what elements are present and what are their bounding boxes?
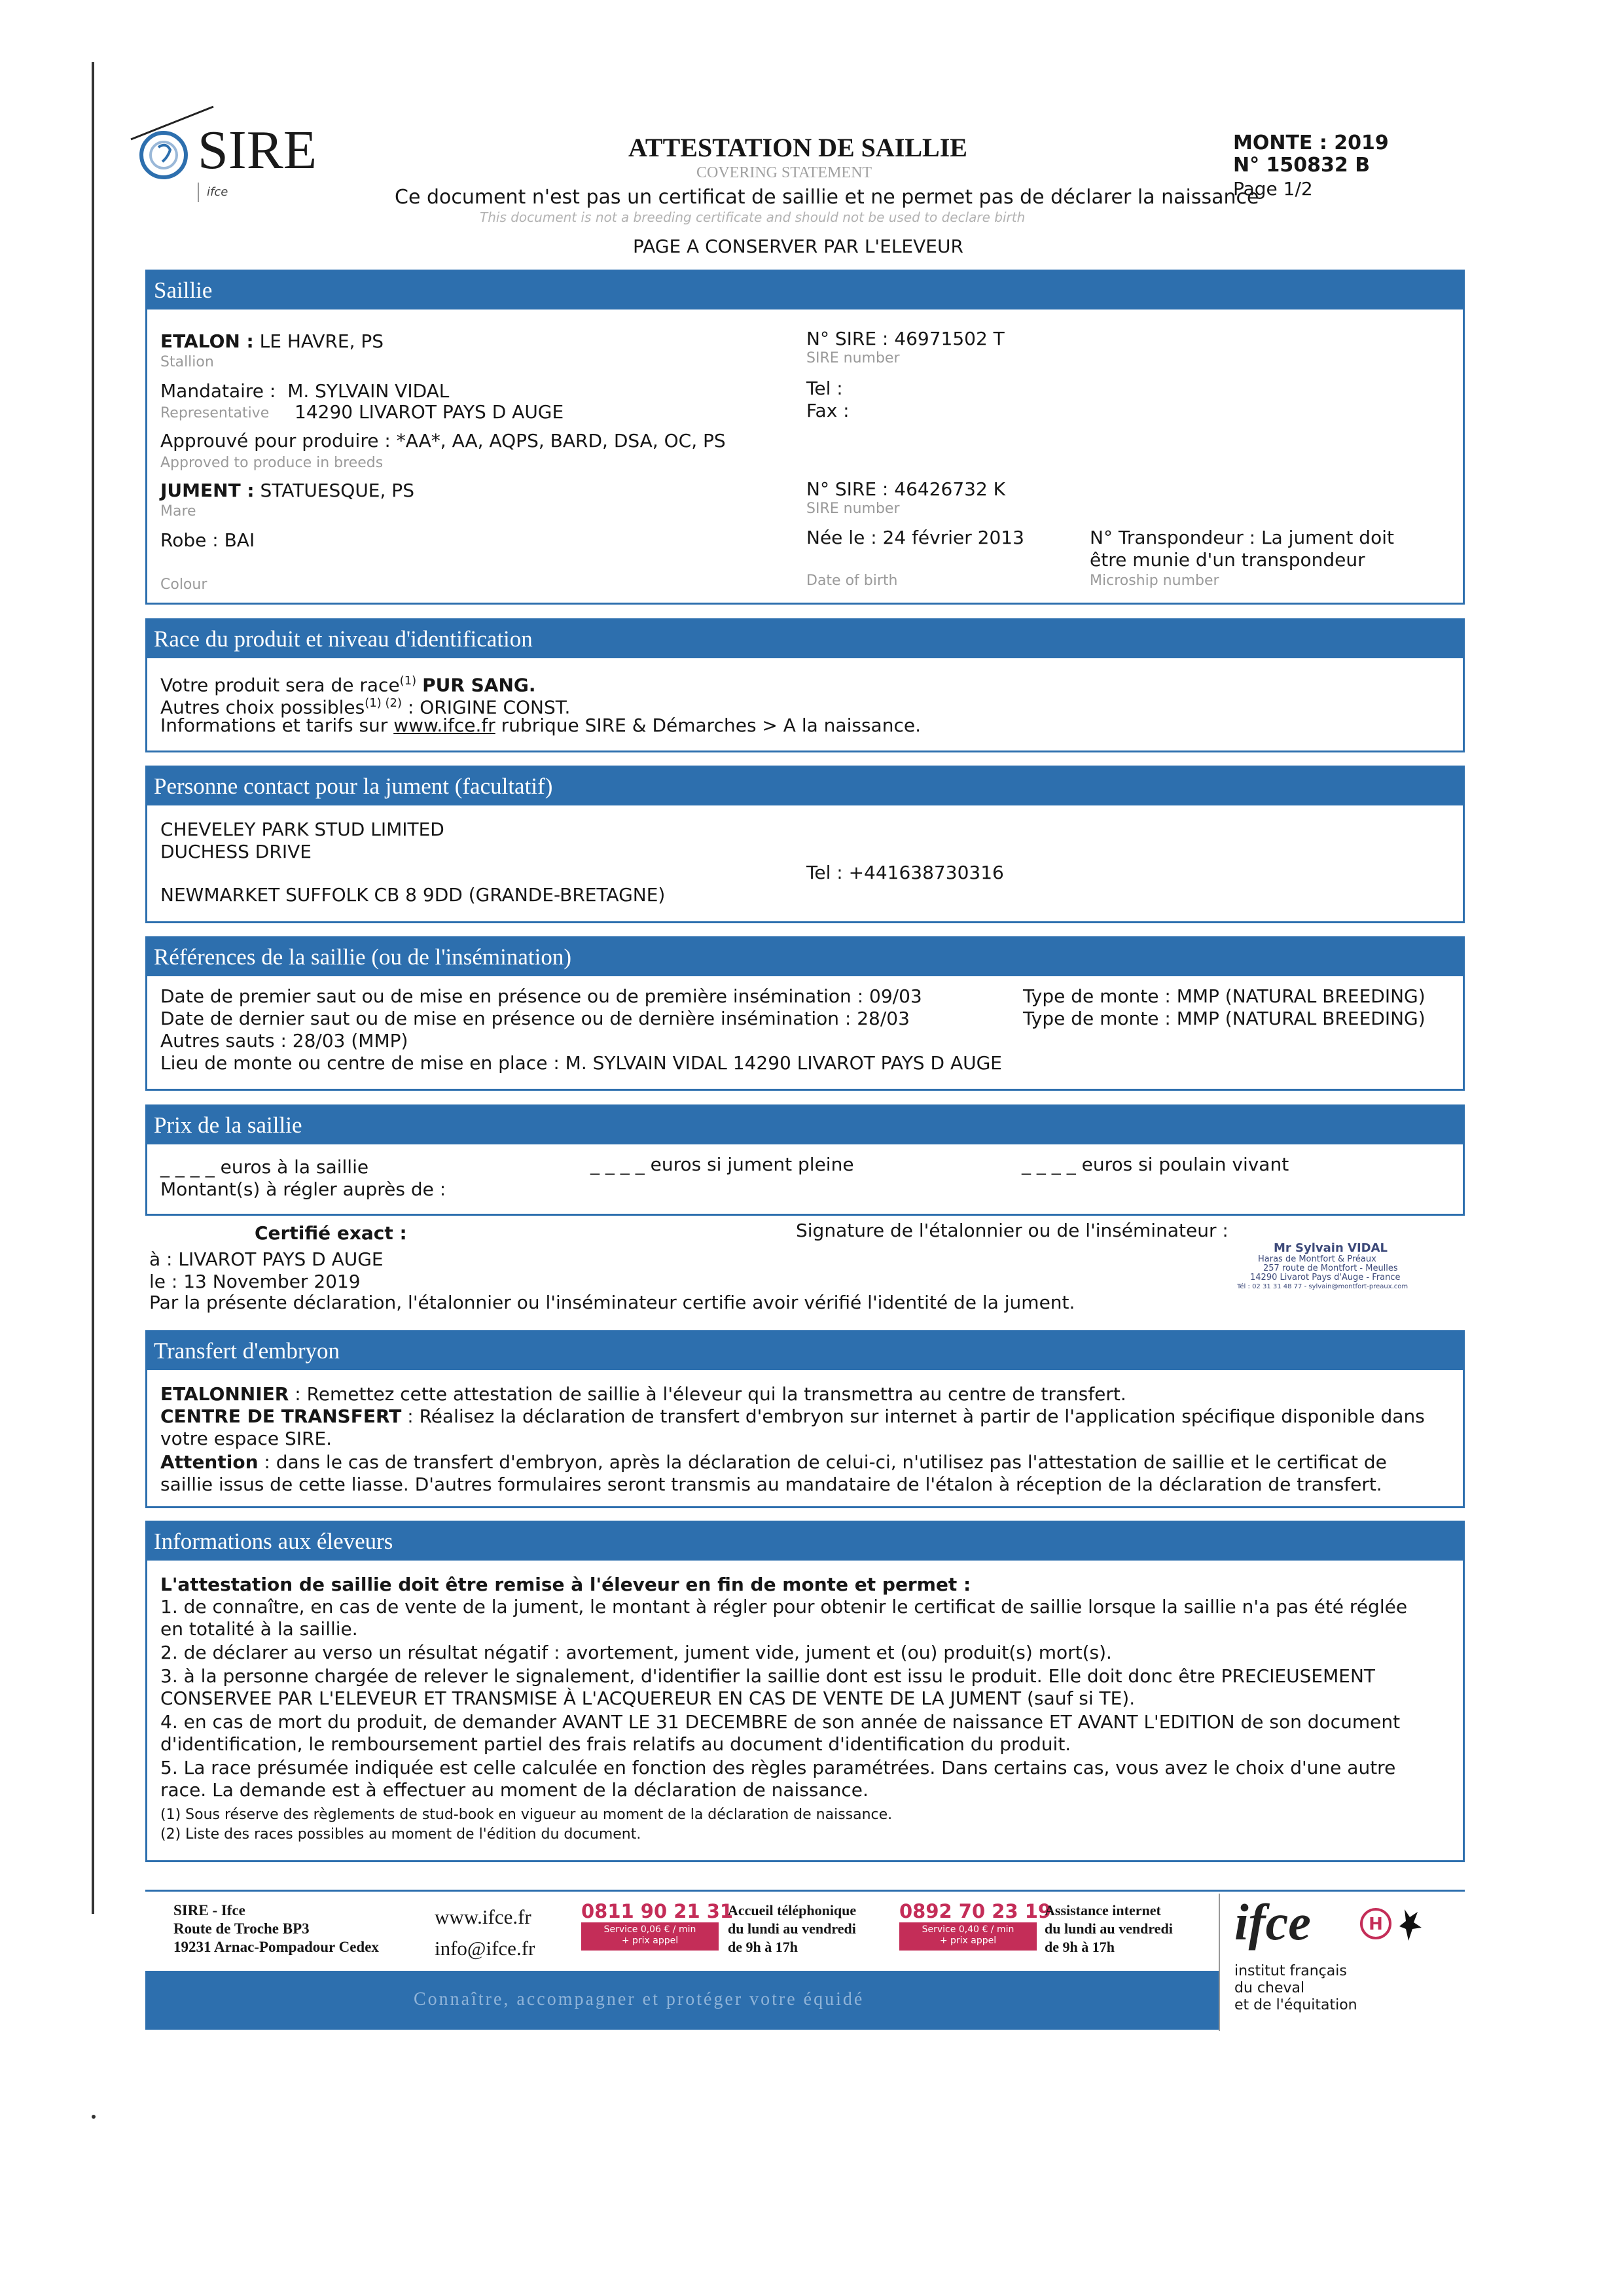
phone2-desc: Assistance internet du lundi au vendredi de 9h à 17h xyxy=(1045,1902,1173,1955)
disclaimer-en: This document is not a breeding certificate and should not be used to declare birth xyxy=(480,209,1026,225)
section-title: Transfert d'embryon xyxy=(147,1332,1463,1370)
prix-poulain: _ _ _ _ euros si poulain vivant xyxy=(1022,1154,1289,1175)
robe-row: Robe : BAI xyxy=(160,529,255,551)
infos-footnote-2: (2) Liste des races possibles au moment de l'édition du document. xyxy=(160,1826,641,1843)
signature-stamp xyxy=(1237,1242,1427,1307)
ifce-logo-sub: ifce xyxy=(207,185,228,199)
stamp-line3: 14290 Livarot Pays d'Auge - France xyxy=(1250,1273,1401,1282)
section-references xyxy=(145,936,1465,1091)
certif-date: le : 13 November 2019 xyxy=(149,1271,361,1292)
phone2-block xyxy=(899,1900,1052,1951)
doc-number: N° 150832 B xyxy=(1233,154,1371,177)
approved-row: Approuvé pour produire : *AA*, AA, AQPS, BARD, DSA, OC, PS xyxy=(160,430,726,451)
infos-line: 2. de déclarer au verso un résultat négatif : avortement, jument vide, jument et (ou) produit(s) mort(s). xyxy=(160,1642,1112,1663)
section-infos xyxy=(145,1521,1465,1862)
nee-row: Née le : 24 février 2013 xyxy=(806,527,1024,548)
jument-row: JUMENT : STATUESQUE, PS xyxy=(160,480,414,501)
infos-lead: L'attestation de saillie doit être remise à l'éleveur en fin de monte et permet : xyxy=(160,1574,971,1595)
jument-sire-value: 46426732 K xyxy=(894,478,1006,500)
jument-sire-en: SIRE number xyxy=(806,501,900,517)
robe-value: BAI xyxy=(224,529,255,551)
section-prix xyxy=(145,1104,1465,1216)
footer-tagline: Connaître, accompagner et protéger votre équidé xyxy=(414,1989,865,2009)
etalon-sire-en: SIRE number xyxy=(806,350,900,366)
nee-value: 24 février 2013 xyxy=(882,527,1024,548)
phone1-number[interactable]: 0811 90 21 31 xyxy=(581,1900,734,1922)
etalon-en: Stallion xyxy=(160,354,214,370)
jument-en: Mare xyxy=(160,503,196,520)
infos-line: 3. à la personne chargée de relever le signalement, d'identifier la saillie dont est issu le produit. Elle doit donc être PRECIEUSEMENT xyxy=(160,1665,1375,1687)
logo-divider xyxy=(198,183,199,202)
footer-org-city: 19231 Arnac-Pompadour Cedex xyxy=(173,1939,379,1955)
section-title: Race du produit et niveau d'identification xyxy=(147,620,1463,658)
footer-org-addr: Route de Troche BP3 xyxy=(173,1920,310,1937)
phone1-price: Service 0,06 € / min + prix appel xyxy=(581,1922,719,1951)
section-title: Personne contact pour la jument (facultatif) xyxy=(147,768,1463,805)
footer-banner xyxy=(145,1971,1219,2030)
stamp-line4: Tél : 02 31 31 48 77 - sylvain@montfort-preaux.com xyxy=(1237,1283,1408,1290)
footer-top-rule xyxy=(145,1890,1465,1892)
svg-text:H: H xyxy=(1369,1915,1383,1934)
mandataire-value: M. SYLVAIN VIDAL xyxy=(287,380,450,402)
approved-en: Approved to produce in breeds xyxy=(160,455,384,471)
certif-a: à : LIVAROT PAYS D AUGE xyxy=(149,1248,384,1270)
infos-line: 5. La race présumée indiquée est celle calculée en fonction des règles paramétrées. Dans certains cas, vous avez le choix d'une autre xyxy=(160,1757,1396,1778)
prix-montant: Montant(s) à régler auprès de : xyxy=(160,1178,446,1200)
ref-first: Date de premier saut ou de mise en présence ou de première insémination : 09/03 xyxy=(160,985,922,1007)
race-line2: Autres choix possibles$^{(1) (2)}$ : ORIGINE CONST. xyxy=(160,696,571,718)
equestrian-emblem-icon xyxy=(1359,1903,1437,1945)
monte-year: MONTE : 2019 xyxy=(1233,132,1389,154)
stamp-line1: Haras de Montfort & Préaux xyxy=(1258,1254,1376,1264)
certif-title: Certifié exact : xyxy=(255,1222,407,1244)
section-title: Saillie xyxy=(147,272,1463,309)
disclaimer: Ce document n'est pas un certificat de saillie et ne permet pas de déclarer la naissance xyxy=(395,186,1259,209)
mandataire-row: Mandataire : M. SYLVAIN VIDAL xyxy=(160,380,450,402)
section-transfert xyxy=(145,1330,1465,1508)
ifce-logo-line3: et de l'équitation xyxy=(1234,1997,1357,2013)
contact-line1: CHEVELEY PARK STUD LIMITED xyxy=(160,819,444,840)
contact-tel: Tel : +441638730316 xyxy=(806,862,1004,883)
transfert-l4: Attention : dans le cas de transfert d'embryon, après la déclaration de celui-ci, n'utilisez pas l'attestation de saillie et le certificat de xyxy=(160,1451,1387,1473)
transfert-l1: ETALONNIER : Remettez cette attestation de saillie à l'éleveur qui la transmettra au centre de transfert. xyxy=(160,1383,1126,1405)
signature-label: Signature de l'étalonnier ou de l'inséminateur : xyxy=(796,1220,1228,1241)
jument-value: STATUESQUE, PS xyxy=(260,480,414,501)
mandataire-en: Representative xyxy=(160,405,270,421)
transpondeur-row: N° Transpondeur : La jument doit xyxy=(1090,527,1394,548)
certif-declaration: Par la présente déclaration, l'étalonnier ou l'inséminateur certifie avoir vérifié l'identité de la jument. xyxy=(149,1292,1075,1313)
phone2-number[interactable]: 0892 70 23 19 xyxy=(899,1900,1052,1922)
doc-title: ATTESTATION DE SAILLIE xyxy=(628,133,967,162)
transpondeur-value: La jument doit xyxy=(1261,527,1394,548)
transpondeur-en: Microship number xyxy=(1090,573,1219,589)
ifce-logo-text: ifce xyxy=(1234,1894,1311,1951)
contact-line3: NEWMARKET SUFFOLK CB 8 9DD (GRANDE-BRETAGNE) xyxy=(160,884,666,906)
section-title: Informations aux éleveurs xyxy=(147,1523,1463,1561)
section-contact xyxy=(145,766,1465,923)
infos-footnote-1: (1) Sous réserve des règlements de stud-book en vigueur au moment de la déclaration de naissance. xyxy=(160,1807,893,1823)
section-title: Prix de la saillie xyxy=(147,1106,1463,1144)
ref-type2: Type de monte : MMP (NATURAL BREEDING) xyxy=(1023,1008,1426,1029)
nee-en: Date of birth xyxy=(806,573,898,589)
ifce-logo-line1: institut français xyxy=(1234,1963,1347,1979)
margin-dot xyxy=(92,2115,96,2119)
footer-mail[interactable]: info@ifce.fr xyxy=(435,1937,535,1960)
transpondeur-line2: être munie d'un transpondeur xyxy=(1090,549,1365,571)
robe-en: Colour xyxy=(160,576,207,593)
race-other-value: : ORIGINE CONST. xyxy=(407,696,571,718)
section-race xyxy=(145,618,1465,752)
race-line1: Votre produit sera de race$^{(1)}$ PUR SANG. xyxy=(160,674,536,696)
prix-saillie: _ _ _ _ euros à la saillie xyxy=(160,1156,369,1178)
footer-divider xyxy=(1219,1894,1220,2031)
fax-label: Fax : xyxy=(806,400,850,421)
transfert-l3: votre espace SIRE. xyxy=(160,1428,332,1449)
doc-title-en: COVERING STATEMENT xyxy=(696,164,872,181)
approved-value: *AA*, AA, AQPS, BARD, DSA, OC, PS xyxy=(396,430,726,451)
prix-pleine: _ _ _ _ euros si jument pleine xyxy=(590,1154,854,1175)
ref-type1: Type de monte : MMP (NATURAL BREEDING) xyxy=(1023,985,1426,1007)
mandataire-address: 14290 LIVAROT PAYS D AUGE xyxy=(295,401,564,423)
contact-line2: DUCHESS DRIVE xyxy=(160,841,312,862)
etalon-row: ETALON : LE HAVRE, PS xyxy=(160,330,384,352)
infos-line: d'identification, le remboursement partiel des frais relatifs au document d'identification du produit. xyxy=(160,1733,1071,1755)
phone2-price: Service 0,40 € / min + prix appel xyxy=(899,1922,1037,1951)
ifce-link[interactable]: www.ifce.fr xyxy=(393,715,495,736)
phone1-desc: Accueil téléphonique du lundi au vendredi de 9h à 17h xyxy=(728,1902,857,1955)
footer-web[interactable]: www.ifce.fr xyxy=(435,1905,531,1928)
race-value: PUR SANG. xyxy=(422,674,536,696)
page-indicator: Page 1/2 xyxy=(1233,178,1313,200)
phone1-block xyxy=(581,1900,734,1951)
section-title: Références de la saillie (ou de l'insémination) xyxy=(147,938,1463,976)
infos-line: 4. en cas de mort du produit, de demander AVANT LE 31 DECEMBRE de son année de naissance ET AVANT L'EDITION de son document xyxy=(160,1711,1401,1733)
ifce-logo xyxy=(1234,1895,1450,2026)
transfert-l5: saillie issus de cette liasse. D'autres formulaires seront transmis au mandataire de l'étalon à réception de la déclaration de transfert. xyxy=(160,1474,1382,1495)
infos-line: 1. de connaître, en cas de vente de la jument, le montant à régler pour obtenir le certificat de saillie lorsque la saillie n'a pas été réglée xyxy=(160,1596,1408,1617)
race-line3: Informations et tarifs sur www.ifce.fr rubrique SIRE & Démarches > A la naissance. xyxy=(160,715,921,736)
etalon-sire-row: N° SIRE : 46971502 T xyxy=(806,328,1005,349)
sire-logo xyxy=(130,101,352,206)
ref-last: Date de dernier saut ou de mise en présence ou de dernière insémination : 28/03 xyxy=(160,1008,910,1029)
transfert-l2: CENTRE DE TRANSFERT : Réalisez la déclaration de transfert d'embryon sur internet à partir de l'application spécifique disponible dans xyxy=(160,1405,1425,1427)
ifce-logo-line2: du cheval xyxy=(1234,1980,1305,1996)
jument-sire-row: N° SIRE : 46426732 K xyxy=(806,478,1006,500)
infos-line: en totalité à la saillie. xyxy=(160,1618,358,1640)
footer-org-name: SIRE - Ifce xyxy=(173,1902,245,1918)
ref-autres: Autres sauts : 28/03 (MMP) xyxy=(160,1030,408,1051)
infos-line: CONSERVEE PAR L'ELEVEUR ET TRANSMISE À L'ACQUEREUR EN CAS DE VENTE DE LA JUMENT (sauf si TE). xyxy=(160,1687,1136,1709)
sire-logo-text: SIRE xyxy=(198,120,317,181)
infos-line: race. La demande est à effectuer au moment de la déclaration de naissance. xyxy=(160,1779,869,1801)
stamp-line2: 257 route de Montfort - Meulles xyxy=(1263,1263,1398,1273)
etalon-sire-value: 46971502 T xyxy=(894,328,1005,349)
ref-lieu: Lieu de monte ou centre de mise en place : M. SYLVAIN VIDAL 14290 LIVAROT PAYS D AUGE xyxy=(160,1052,1002,1074)
stamp-name: Mr Sylvain VIDAL xyxy=(1274,1241,1388,1255)
footer-org xyxy=(173,1901,379,1956)
margin-line xyxy=(92,62,94,1914)
section-saillie xyxy=(145,270,1465,605)
tel-label: Tel : xyxy=(806,378,843,399)
keep-note: PAGE A CONSERVER PAR L'ELEVEUR xyxy=(633,236,963,257)
etalon-value: LE HAVRE, PS xyxy=(259,330,384,352)
